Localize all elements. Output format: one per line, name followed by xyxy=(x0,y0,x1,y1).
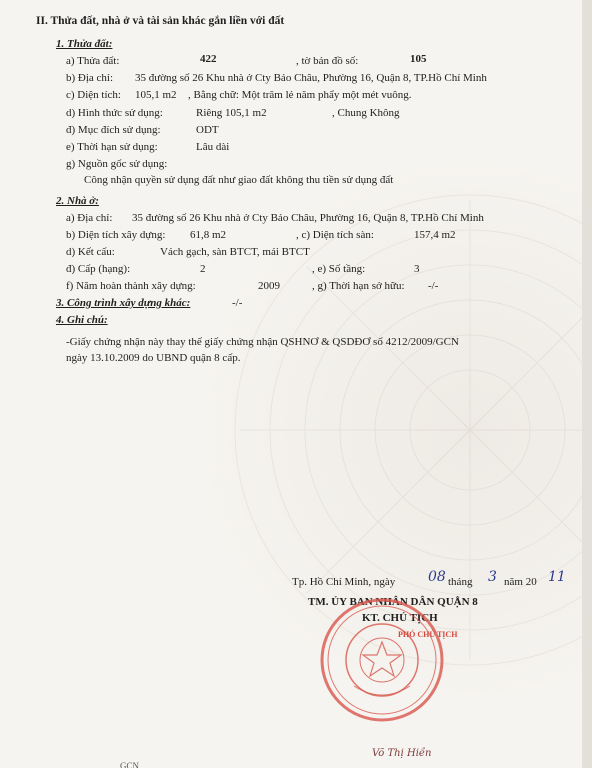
stamp-text: PHÓ CHỦ TỊCH xyxy=(398,630,458,639)
map-sheet-number: 105 xyxy=(410,53,427,65)
land-address-label: b) Địa chỉ: xyxy=(66,72,114,84)
usage-form-shared: , Chung Không xyxy=(332,107,400,119)
grade-value: 2 xyxy=(200,263,206,275)
usage-term-label: e) Thời hạn sử dụng: xyxy=(66,141,158,153)
other-construction-heading: 3. Công trình xây dựng khác: xyxy=(56,297,191,309)
usage-origin-label: g) Nguồn gốc sử dụng: xyxy=(66,158,168,170)
floor-area-value: 157,4 m2 xyxy=(414,229,456,241)
notes-heading: 4. Ghi chú: xyxy=(56,314,108,326)
issuing-authority: TM. ỦY BAN NHÂN DÂN QUẬN 8 xyxy=(308,596,478,608)
signer-name: Võ Thị Hiền xyxy=(372,748,432,759)
other-construction-value: -/- xyxy=(232,297,243,309)
section-title: II. Thửa đất, nhà ở và tài sản khác gắn liền với đất xyxy=(36,15,285,27)
land-area-words: , Bằng chữ: Một trăm lẻ năm phẩy một mét vuông. xyxy=(188,89,412,101)
ownership-term-label: , g) Thời hạn sở hữu: xyxy=(312,280,405,292)
signing-year-suffix: 11 xyxy=(548,569,566,585)
usage-origin-value: Công nhận quyền sử dụng đất như giao đất không thu tiền sử dụng đất xyxy=(84,174,394,186)
floors-value: 3 xyxy=(414,263,420,275)
land-area-label: c) Diện tích: xyxy=(66,89,121,101)
land-heading: 1. Thửa đất: xyxy=(56,38,113,50)
land-area-value: 105,1 m2 xyxy=(135,89,177,101)
signer-position: KT. CHỦ TỊCH xyxy=(362,612,438,624)
usage-term-value: Lâu dài xyxy=(196,141,230,153)
structure-label: d) Kết cấu: xyxy=(66,246,115,258)
place-date-prefix: Tp. Hồ Chí Minh, ngày xyxy=(292,576,396,588)
month-label: tháng xyxy=(448,576,473,588)
completion-year-value: 2009 xyxy=(258,280,280,292)
construction-area-label: b) Diện tích xây dựng: xyxy=(66,229,166,241)
ownership-term-value: -/- xyxy=(428,280,439,292)
usage-purpose-label: đ) Mục đích sử dụng: xyxy=(66,124,161,136)
year-label: năm 20 xyxy=(504,576,537,588)
usage-form-private: Riêng 105,1 m2 xyxy=(196,107,267,119)
completion-year-label: f) Năm hoàn thành xây dựng: xyxy=(66,280,196,292)
floors-label: , e) Số tầng: xyxy=(312,263,366,275)
usage-purpose-value: ODT xyxy=(196,124,219,136)
land-plot-label: a) Thửa đất: xyxy=(66,55,120,67)
house-address-label: a) Địa chỉ: xyxy=(66,212,113,224)
official-seal-icon xyxy=(318,596,446,724)
usage-form-label: d) Hình thức sử dụng: xyxy=(66,107,163,119)
signing-month: 3 xyxy=(488,569,497,585)
bottom-partial-text: GCN xyxy=(120,761,140,768)
structure-value: Vách gạch, sàn BTCT, mái BTCT xyxy=(160,246,310,258)
floor-area-label: , c) Diện tích sàn: xyxy=(296,229,374,241)
house-heading: 2. Nhà ở: xyxy=(56,195,99,207)
construction-area-value: 61,8 m2 xyxy=(190,229,227,241)
grade-label: đ) Cấp (hạng): xyxy=(66,263,131,275)
land-address-value: 35 đường số 26 Khu nhà ở Cty Bảo Châu, Phường 16, Quận 8, TP.Hồ Chí Minh xyxy=(135,72,487,84)
map-sheet-label: , tờ bản đồ số: xyxy=(296,55,359,67)
notes-line-2: ngày 13.10.2009 do UBND quận 8 cấp. xyxy=(66,352,241,364)
house-address-value: 35 đường số 26 Khu nhà ở Cty Bảo Châu, Phường 16, Quận 8, TP.Hồ Chí Minh xyxy=(132,212,484,224)
signing-day: 08 xyxy=(428,569,446,585)
right-edge xyxy=(582,0,592,768)
land-plot-number: 422 xyxy=(200,53,217,65)
notes-line-1: -Giấy chứng nhận này thay thế giấy chứng nhận QSHNƠ & QSDĐƠ số 4212/2009/GCN xyxy=(66,336,459,348)
